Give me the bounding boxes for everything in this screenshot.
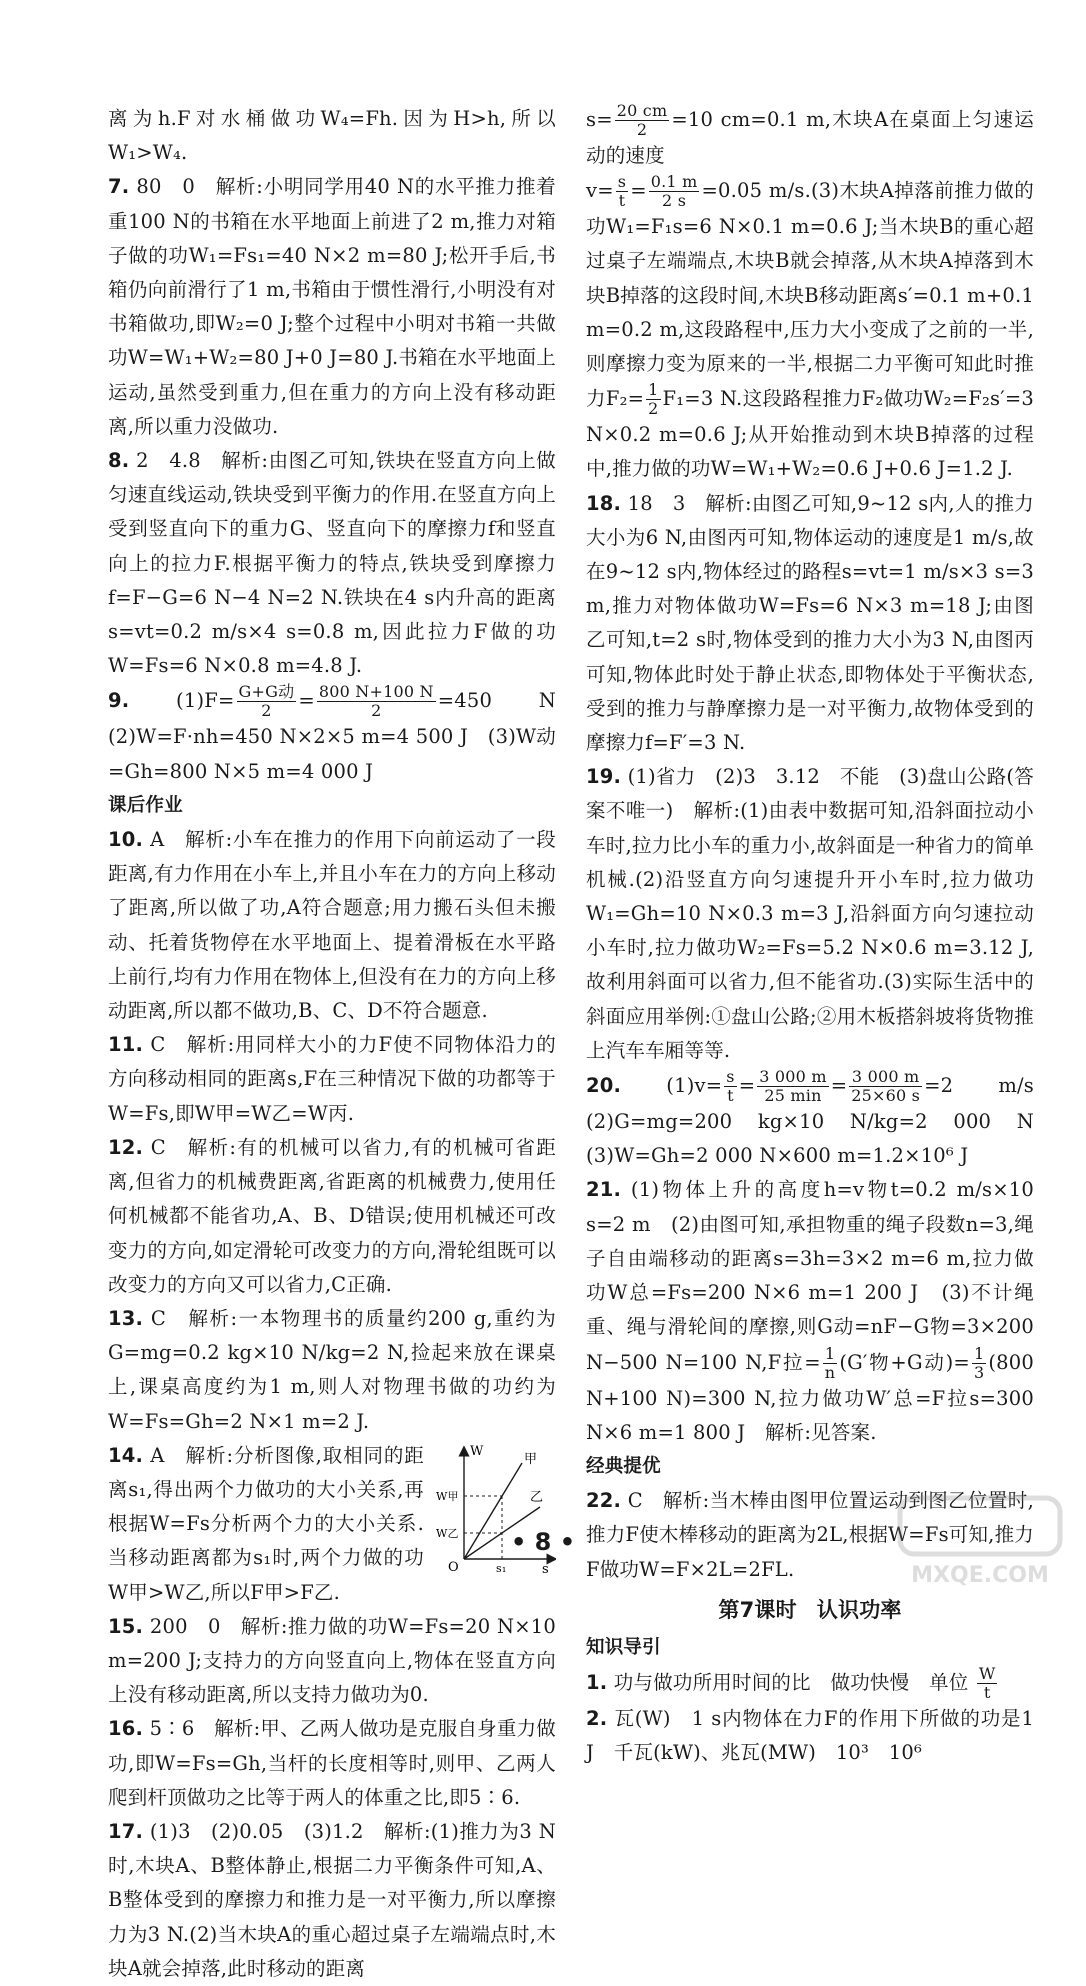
answer-number: 15.: [108, 1614, 144, 1638]
answer-text: =10 cm=0.1 m,木块A在桌面上匀速运动的速度: [586, 108, 1034, 167]
answer-8: [108, 444, 556, 683]
answer-text: F₁=3 N.这段路程推力F₂做功W₂=F₂s′=3 N×0.2 m=0.6 J;从开始推动到木块B掉落的过程中,推力做的功W=W₁+W₂=0.6 J+0.6 J=1.2 J.: [586, 387, 1034, 481]
knowledge-1: [586, 1665, 1034, 1702]
answer-text: A 解析:分析图像,取相同的距离s₁,得出两个力做功的大小关系,再根据W=Fs分析两个力的大小关系.当移动距离都为s₁时,两个力做的功W甲>W乙,所以F甲>F乙.: [108, 1443, 424, 1604]
answer-text: 功与做功所用时间的比 做功快慢 单位: [613, 1671, 969, 1695]
answer-text: (800 N+100 N)=300 N,拉力做功W′总=F拉s=300 N×6 m=1 800 J 解析:见答案.: [586, 1350, 1034, 1444]
answer-17-continued-2: [586, 173, 1034, 486]
lesson-name: 认识功率: [816, 1597, 902, 1622]
answer-number: 11.: [108, 1033, 144, 1057]
answer-number: 18.: [586, 491, 622, 515]
answer-number: 10.: [108, 828, 144, 852]
numerator: W: [978, 1664, 996, 1684]
denominator: 2: [636, 120, 648, 139]
lesson-number: 第7课时: [718, 1597, 797, 1622]
numerator: s: [726, 1067, 735, 1087]
origin-label: O: [448, 1559, 459, 1573]
numerator: 20 cm: [616, 101, 668, 120]
answer-12: [108, 1131, 556, 1302]
s1-label: s₁: [496, 1561, 507, 1573]
answer-13: [108, 1302, 556, 1439]
answer-number: 8.: [108, 449, 130, 473]
answer-text: =0.05 m/s.(3)木块A掉落前推力做的功W₁=F₁s=6 N×0.1 m=0.6 J;当木块B的重心超过桌子左端端点,木块B就会掉落,从木块A掉落到木块B掉落的这段时间,木块B移动距离s′=0.1 m+0.1 m=0.2 m,这段路程中,压力大小变成了之前的一半,则摩擦力变为原来的一半,根据二力平衡可知此时推力F₂=: [586, 179, 1034, 411]
answer-text: =450 N (2)W=F·nh=450 N×2×5 m=4 500 J (3)W动=Gh=800 N×5 m=4 000 J: [108, 689, 576, 783]
answer-text: =2 m/s (2)G=mg=200 kg×10 N/kg=2 000 N (3)W=Gh=2 000 N×600 m=1.2×10⁶ J: [586, 1074, 1054, 1168]
numerator: 1: [973, 1343, 985, 1363]
answer-text: (1)3 (2)0.05 (3)1.2 解析:(1)推力为3 N时,木块A、B整体静止,根据二力平衡条件可知,A、B整体受到的摩擦力和推力是一对平衡力,所以摩擦力为3 N.(2)当木块A的重心超过桌子左端端点时,木块A就会掉落,此时移动的距离: [108, 1819, 556, 1980]
answer-16: [108, 1712, 556, 1815]
answer-text: 5∶6 解析:甲、乙两人做功是克服自身重力做功,即W=Fs=Gh,当杆的长度相等时,则甲、乙两人爬到杆顶做功之比等于两人的体重之比,即5∶6.: [108, 1717, 556, 1809]
answer-text: 18 3 解析:由图乙可知,9~12 s内,人的推力大小为6 N,由图丙可知,物体运动的速度是1 m/s,故在9~12 s内,物体经过的路程s=vt=1 m/s×3 s=3 m,推力对物体做功W=Fs=6 N×3 m=18 J;由图乙可知,t=2 s时,物体受到的推力大小为3 N,由图丙可知,物体此时处于静止状态,即物体处于平衡状态,受到的推力与静摩擦力是一对平衡力,故物体受到的摩擦力f=F′=3 N.: [586, 491, 1034, 755]
answer-text: A 解析:小车在推力的作用下向前运动了一段距离,有力作用在小车上,并且小车在力的方向上移动了距离,所以做了功,A符合题意;用力搬石头但未搬动、托着货物停在水平地面上、提着滑板在水平路上前行,均有力作用在物体上,但没有在力的方向上移动距离,所以都不做功,B、C、D不符合题意.: [108, 828, 556, 1023]
answer-number: 9.: [108, 689, 130, 713]
watermark-logo: [890, 1490, 1070, 1590]
numerator: 3 000 m: [759, 1067, 827, 1087]
fraction: [237, 683, 297, 720]
numerator: 3 000 m: [849, 1068, 922, 1087]
denominator: 2: [261, 701, 272, 721]
line-jia-label: 甲: [524, 1451, 538, 1467]
answer-number: 1.: [586, 1671, 608, 1695]
answer-number: 7.: [108, 175, 130, 199]
numerator: s: [617, 172, 627, 192]
numerator: 1: [648, 380, 659, 400]
answer-text: C 解析:当木棒由图甲位置运动到图乙位置时,推力F使木棒移动的距离为2L,根据W=Fs可知,推力F做功W=F×2L=2FL.: [586, 1489, 1034, 1581]
answer-17-continued: [586, 102, 1034, 173]
answer-number: 22.: [586, 1489, 622, 1513]
answer-text: 200 0 解析:推力做的功W=Fs=20 N×10 m=200 J;支持力的方向竖直向上,物体在竖直方向上没有移动距离,所以支持力做功为0.: [108, 1614, 556, 1707]
formula-text: =: [830, 1074, 848, 1098]
answer-text: C 解析:一本物理书的质量约200 g,重约为G=mg=0.2 kg×10 N/kg=2 N,捡起来放在课桌上,课桌高度约为1 m,则人对物理书做的功约为W=Fs=Gh=2 N×1 m=2 J.: [108, 1306, 556, 1433]
section-heading-guide: 知识导引: [586, 1636, 661, 1658]
answer-15: [108, 1610, 556, 1713]
fraction: [616, 173, 628, 210]
answer-text: (1)省力 (2)3 3.12 不能 (3)盘山公路(答案不唯一) 解析:(1)由表中数据可知,沿斜面拉动小车时,拉力比小车的重力小,故斜面是一种省力的简单机械.(2)沿竖直方向匀速提升开小车时,拉力做功W₁=Gh=10 N×0.3 m=3 J,沿斜面方向匀速拉动小车时,拉力做功W₂=Fs=5.2 N×0.6 m=3.12 J,故利用斜面可以省力,但不能省功.(3)实际生活中的斜面应用举例:①盘山公路;②用木板搭斜坡将货物推上汽车车厢等等.: [586, 765, 1034, 1062]
line-yi-label: 乙: [530, 1489, 544, 1505]
denominator: 25 min: [764, 1086, 822, 1106]
watermark-text: MXQE.COM: [911, 1563, 1049, 1588]
section-heading-homework: 课后作业: [108, 794, 183, 816]
fraction: [823, 1345, 838, 1382]
answer-continuation: 离为h.F对水桶做功W₄=Fh.因为H>h,所以W₁>W₄.: [108, 107, 556, 165]
formula-text: =: [298, 689, 315, 713]
denominator: t: [983, 1683, 991, 1703]
fraction: [849, 1068, 922, 1105]
answer-number: 21.: [586, 1178, 622, 1202]
answer-text: 2 4.8 解析:由图乙可知,铁块在竖直方向上做匀速直线运动,铁块受到平衡力的作用.在竖直方向上受到竖直向下的重力G、竖直向下的摩擦力f和竖直向上的拉力F.根据平衡力的特点,铁块受到摩擦力f=F−G=6 N−4 N=2 N.铁块在4 s内升高的距离s=vt=0.2 m/s×4 s=0.8 m,因此拉力F做的功W=Fs=6 N×0.8 m=4.8 J.: [108, 449, 556, 678]
s-axis-label: s: [542, 1561, 549, 1573]
numerator: 800 N+100 N: [318, 682, 434, 702]
answer-17: [108, 1815, 556, 1986]
answer-number: 19.: [586, 765, 622, 789]
section-heading-classic: 经典提优: [586, 1455, 661, 1477]
lesson-title: [586, 1593, 1034, 1627]
numerator: 1: [823, 1345, 838, 1364]
denominator: t: [618, 191, 626, 211]
fraction: [317, 683, 436, 720]
denominator: n: [824, 1362, 836, 1382]
denominator: 2: [648, 399, 659, 419]
denominator: 3: [973, 1362, 985, 1382]
denominator: t: [727, 1086, 734, 1106]
denominator: 2 s: [662, 191, 687, 211]
knowledge-2: [586, 1702, 1034, 1770]
answer-text: (1)物体上升的高度h=v物t=0.2 m/s×10 s=2 m (2)由图可知,承担物重的绳子段数n=3,绳子自由端移动的距离s=3h=3×2 m=6 m,拉力做功W总=Fs=200 N×6 m=1 200 J (3)不计绳重、绳与滑轮间的摩擦,则G动=nF−G物=3×200 N−500 N=100 N,F拉=: [586, 1178, 1034, 1374]
w-axis-label: W: [470, 1443, 484, 1459]
answer-number: 12.: [108, 1135, 144, 1159]
fraction: [757, 1068, 828, 1105]
formula-text: v=: [586, 179, 614, 203]
left-column: [108, 102, 576, 1986]
answer-18: [586, 487, 1034, 761]
answer-number: 20.: [586, 1074, 622, 1098]
answer-21: [586, 1173, 1034, 1449]
denominator: 25×60 s: [851, 1086, 921, 1106]
answer-11: [108, 1028, 556, 1131]
formula-text: (1)F=: [176, 689, 235, 713]
formula-text: (1)v=: [666, 1074, 723, 1098]
answer-10: [108, 823, 556, 1028]
fraction: [724, 1068, 736, 1105]
answer-text: C 解析:用同样大小的力F使不同物体沿力的方向移动相同的距离s,F在三种情况下做的功都等于W=Fs,即W甲=W乙=W丙.: [108, 1033, 556, 1125]
numerator: G+G动: [238, 682, 295, 702]
w-yi-label: W乙: [436, 1526, 459, 1540]
answer-number: 13.: [108, 1306, 144, 1330]
watermark-frame: [900, 1498, 1060, 1554]
answer-text: 80 0 解析:小明同学用40 N的水平推力推着重100 N的书箱在水平地面上前进了2 m,推力对箱子做的功W₁=Fs₁=40 N×2 m=80 J;松开手后,书箱仍向前滑行了1 m,书箱由于惯性滑行,小明没有对书箱做功,即W₂=0 J;整个过程中小明对书箱一共做功W=W₁+W₂=80 J+0 J=80 J.书箱在水平地面上运动,虽然受到重力,但在重力的方向上没有移动距离,所以重力没做功.: [108, 175, 556, 438]
page-number: • 8 •: [510, 1528, 576, 1556]
numerator: 0.1 m: [650, 172, 698, 192]
answer-text: C 解析:有的机械可以省力,有的机械可省距离,但省力的机械费距离,省距离的机械费力,使用任何机械都不能省功,A、B、D错误;使用机械还可改变力的方向,如定滑轮可改变力的方向,滑轮组既可以改变力的方向又可以省力,C正确.: [108, 1135, 557, 1296]
fraction: [977, 1665, 998, 1702]
fraction: [972, 1345, 986, 1382]
answer-number: 2.: [586, 1707, 608, 1731]
answer-9: [108, 682, 576, 788]
fraction: [646, 381, 660, 418]
answer-14: [108, 1439, 556, 1610]
answer-19: [586, 760, 1034, 1068]
formula-text: =: [738, 1074, 756, 1098]
answer-20: [586, 1067, 1054, 1173]
answer-7: [108, 170, 556, 444]
formula-text: =: [630, 179, 647, 203]
answer-text: 瓦(W) 1 s内物体在力F的作用下所做的功是1 J 千瓦(kW)、兆瓦(MW) 10³ 10⁶: [586, 1707, 1034, 1765]
w-jia-label: W甲: [436, 1489, 459, 1503]
denominator: 2: [371, 701, 382, 721]
answer-number: 17.: [108, 1819, 144, 1843]
answer-number: 14.: [108, 1443, 144, 1467]
answer-number: 16.: [108, 1717, 144, 1741]
fraction: [615, 102, 670, 139]
formula-text: s=: [586, 108, 613, 131]
formula-text: (G′物+G动)=: [839, 1350, 970, 1374]
fraction: [649, 173, 700, 210]
